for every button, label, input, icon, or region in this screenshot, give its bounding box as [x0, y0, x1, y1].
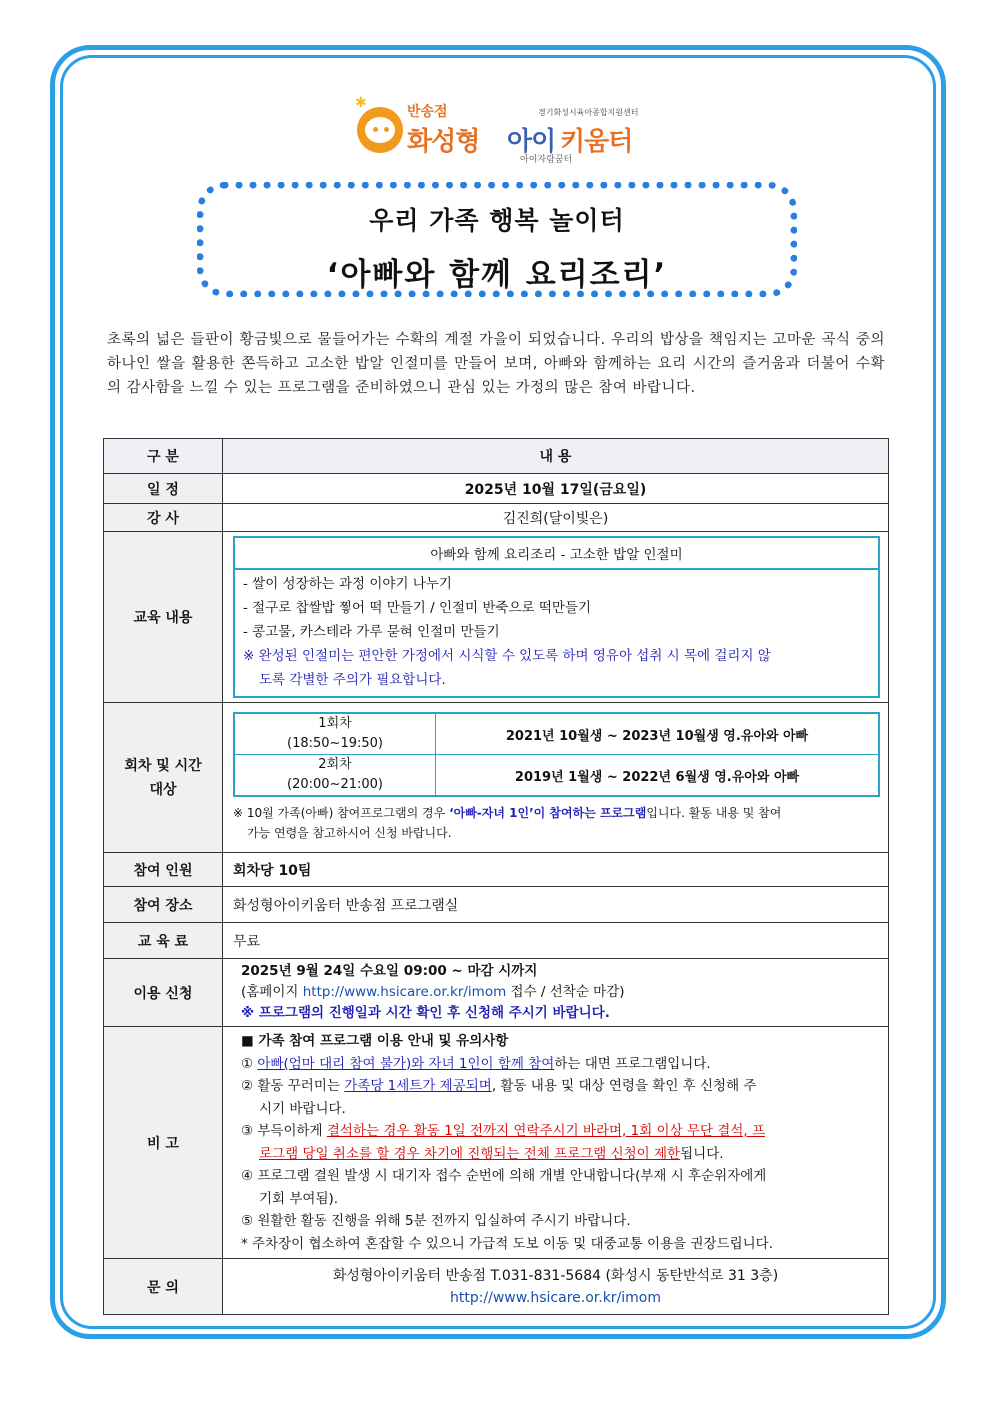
education-note-2: 도록 각별한 주의가 필요합니다.: [259, 672, 446, 688]
remark-3: [241, 1120, 874, 1143]
table-header-row: [104, 439, 889, 474]
session-1-name-cell: [234, 713, 436, 755]
remark-4-line2: 기회 부여됨).: [259, 1190, 339, 1207]
logo-branch: 반송점: [407, 104, 448, 120]
sessions-label-line1: 회차 및 시간: [124, 757, 202, 774]
date-value: 2025년 10월 17일(금요일): [223, 474, 889, 504]
contact-line1: 화성형아이키움터 반송점 T.031-831-5684 (화성시 동탄반석로 31 3층): [332, 1267, 779, 1284]
apply-line2-pre: (홈페이지: [241, 984, 303, 1000]
session-2-name-cell: [234, 755, 436, 797]
sessions-note-post: 입니다. 활동 내용 및 참여: [646, 806, 782, 820]
education-box-title: 아빠와 함께 요리조리 - 고소한 밥알 인절미: [235, 538, 878, 570]
header-content: 내 용: [223, 439, 889, 474]
location-value: 화성형아이키움터 반송점 프로그램실: [223, 887, 889, 923]
remark-2-em: 가족당 1세트가 제공되며: [344, 1078, 492, 1094]
remark-2-pre: ② 활동 꾸러미는: [241, 1078, 345, 1094]
remark-6: * 주차장이 협소하여 혼잡할 수 있으니 가급적 도보 이동 및 대중교통 이용을 권장드립니다.: [241, 1235, 774, 1252]
sessions-label: [104, 703, 223, 853]
remark-1-em: 아빠(엄마 대리 참여 불가)와 자녀 1인이 함께 참여: [257, 1055, 555, 1072]
participants-value: 회차당 10팀: [223, 853, 889, 887]
row-date: [104, 474, 889, 504]
education-note-1: ※ 완성된 인절미는 편안한 가정에서 시식할 수 있도록 하며 영유아 섭취 시 목에 걸리지 않: [243, 648, 771, 664]
remark-1: [241, 1053, 874, 1076]
remark-4: ④ 프로그램 결원 발생 시 대기자 접수 순번에 의해 개별 안내합니다(부재 시 후순위자에게: [241, 1168, 767, 1184]
logo-name-1: 화성형: [407, 127, 480, 157]
sessions-table: [233, 712, 880, 797]
apply-line1: 2025년 9월 24일 수요일 09:00 ~ 마감 시까지: [241, 963, 538, 979]
row-fee: [104, 923, 889, 959]
sessions-note-line2: 가능 연령을 참고하시어 신청 바랍니다.: [247, 826, 452, 840]
remarks-heading: ■ 가족 참여 프로그램 이용 안내 및 유의사항: [241, 1033, 509, 1049]
remark-3-pre: ③ 부득이하게: [241, 1123, 327, 1139]
star-icon: ✱: [355, 95, 367, 111]
instructor-label: 강 사: [104, 504, 223, 532]
contact-link[interactable]: http://www.hsicare.or.kr/imom: [449, 1289, 662, 1306]
session-1-name: 1회차: [318, 716, 352, 731]
education-label: 교육 내용: [104, 532, 223, 703]
education-cell: [223, 532, 889, 703]
remark-3-em1: 결석하는 경우 활동 1일 전까지 연락주시기 바라며, 1회 이상 무단 결석, 프: [326, 1123, 766, 1139]
sessions-cell: [223, 703, 889, 853]
apply-line3: ※ 프로그램의 진행일과 시간 확인 후 신청해 주시기 바랍니다.: [241, 1005, 610, 1021]
session-2-target: 2019년 1월생 ~ 2022년 6월생 영.유아와 아빠: [436, 755, 880, 797]
row-instructor: [104, 504, 889, 532]
child-face-icon: [357, 107, 403, 153]
fee-label: 교 육 료: [104, 923, 223, 959]
remarks-label: 비 고: [104, 1027, 223, 1259]
location-label: 참여 장소: [104, 887, 223, 923]
session-row: [234, 755, 879, 797]
participants-label: 참여 인원: [104, 853, 223, 887]
intro-paragraph: 초록의 넓은 들판이 황금빛으로 물들어가는 수확의 계절 가을이 되었습니다. 우리의 밥상을 책임지는 고마운 곡식 중의 하나인 쌀을 활용한 쫀득하고 고소한 밥알 인절미를 만들어 보며, 아빠와 함께하는 요리 시간의 즐거움과 더불어 수확의 감사함을 느낄 수 있는 프로그램을 준비하였으니 관심 있는 가정의 많은 참여 바랍니다.: [107, 332, 885, 396]
title-line2: ‘아빠와 함께 요리조리’: [326, 257, 668, 293]
logo-sub: 아이자람꿈터: [520, 155, 573, 165]
date-label: 일 정: [104, 474, 223, 504]
education-item-3: - 콩고물, 카스테라 가루 묻혀 인절미 만들기: [243, 624, 500, 640]
row-participants: [104, 853, 889, 887]
row-remarks: [104, 1027, 889, 1259]
title-line1: 우리 가족 행복 놀이터: [369, 206, 625, 235]
session-2-name: 2회차: [318, 757, 352, 772]
info-table: [103, 438, 889, 1315]
session-2-time: (20:00~21:00): [287, 777, 383, 792]
logo-name-3: 키움터: [560, 127, 633, 157]
apply-label: 이용 신청: [104, 959, 223, 1027]
fee-value: 무료: [223, 923, 889, 959]
logo: [355, 95, 655, 165]
row-contact: [104, 1259, 889, 1315]
remark-2-post: , 활동 내용 및 대상 연령을 확인 후 신청해 주: [491, 1078, 757, 1094]
row-education: [104, 532, 889, 703]
apply-line2-post: 접수 / 선착순 마감): [506, 984, 625, 1000]
remark-2: [241, 1075, 874, 1098]
sessions-note-pre: ※ 10월 가족(아빠) 참여프로그램의 경우: [233, 806, 450, 820]
education-item-1: - 쌀이 성장하는 과정 이야기 나누기: [243, 576, 452, 592]
apply-cell: [223, 959, 889, 1027]
education-box: [233, 536, 880, 698]
sessions-note-em: ‘아빠-자녀 1인’이 참여하는 프로그램: [449, 806, 647, 820]
remark-3-post: 됩니다.: [680, 1145, 724, 1162]
instructor-value: 김진희(달이빛은): [223, 504, 889, 532]
row-location: [104, 887, 889, 923]
sessions-label-line2: 대상: [149, 781, 177, 798]
apply-line2: [241, 982, 874, 1003]
session-1-target: 2021년 10월생 ~ 2023년 10월생 영.유아와 아빠: [436, 713, 880, 755]
header-label: 구 분: [104, 439, 223, 474]
education-item-2: - 절구로 찹쌀밥 찧어 떡 만들기 / 인절미 반죽으로 떡만들기: [243, 600, 591, 616]
remark-5: ⑤ 원활한 활동 진행을 위해 5분 전까지 입실하여 주시기 바랍니다.: [241, 1213, 631, 1229]
logo-name-2: 아이: [507, 127, 556, 157]
title-box: [197, 182, 797, 297]
session-1-time: (18:50~19:50): [287, 736, 383, 751]
contact-cell: [223, 1259, 889, 1315]
remark-3-line2: [241, 1143, 874, 1166]
remarks-cell: [223, 1027, 889, 1259]
session-row: [234, 713, 879, 755]
homepage-link[interactable]: http://www.hsicare.or.kr/imom: [302, 984, 507, 1000]
contact-label: 문 의: [104, 1259, 223, 1315]
remark-3-em2: 로그램 당일 취소를 할 경우 차기에 진행되는 전체 프로그램 신청이 제한: [259, 1145, 681, 1162]
logo-org: 경기화성시육아종합지원센터: [538, 108, 639, 117]
sessions-note: [223, 803, 888, 849]
row-apply: [104, 959, 889, 1027]
row-sessions: [104, 703, 889, 853]
remark-2-line2: 시기 바랍니다.: [259, 1100, 346, 1117]
remark-1-pre: ①: [241, 1055, 258, 1072]
remark-1-post: 하는 대면 프로그램입니다.: [554, 1055, 711, 1072]
